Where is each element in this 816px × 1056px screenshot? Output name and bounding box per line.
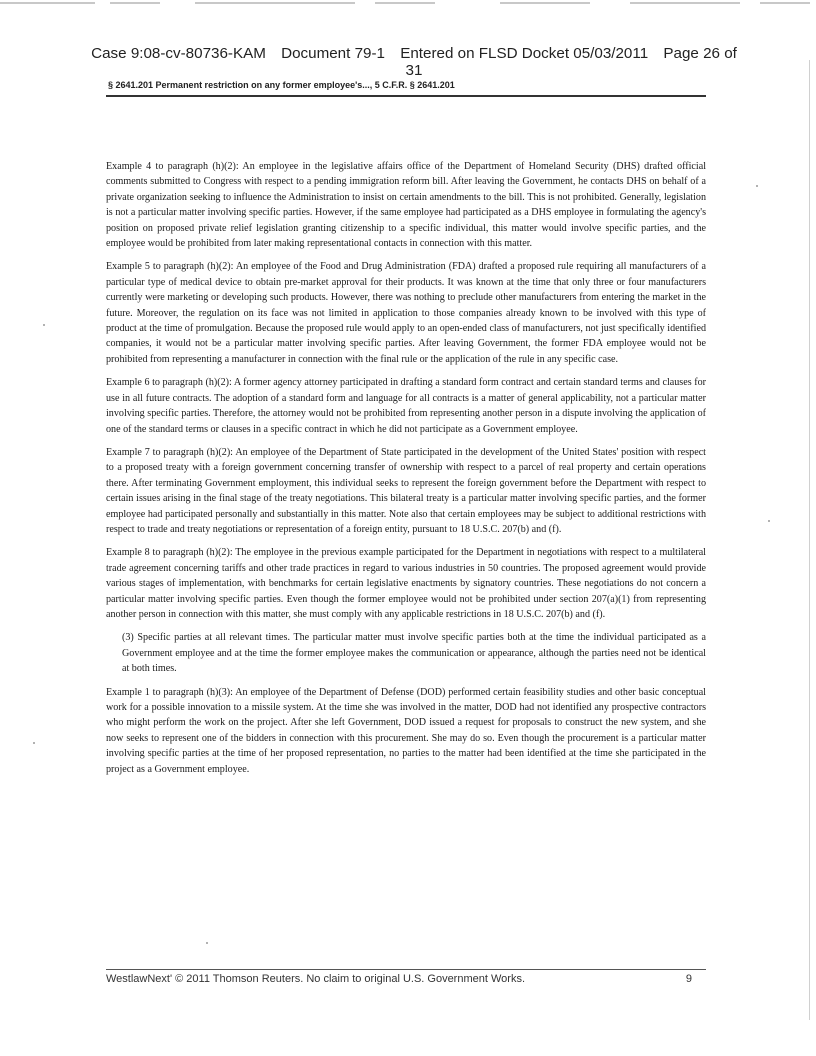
scan-speck	[768, 520, 770, 522]
paragraph-example-7: Example 7 to paragraph (h)(2): An employee of the Department of State participated in the development of the United States' position with respect to a proposed treaty with a foreign government concerning transfer of ownership with respect to a parcel of real property and certain operations there. After terminating Government employment, this individual seeks to represent the foreign government before the Department with respect to certain issues arising in the final stage of the treaty negotiations. This bilateral treaty is a particular matter involving specific parties, and the former employee had participated personally and substantially in this matter. Note also that certain employees may be subject to additional restrictions with respect to trade and treaty negotiations or representation of a foreign entity, pursuant to 18 U.S.C. 207(b) and (f).	[106, 446, 706, 535]
footer-rule	[106, 969, 706, 970]
case-number: Case 9:08-cv-80736-KAM	[91, 45, 266, 62]
docket-header	[84, 45, 744, 79]
header-rule	[106, 95, 706, 97]
document-number: Document 79-1	[281, 45, 385, 62]
scan-speck	[33, 742, 35, 744]
paragraph-specific-parties: (3) Specific parties at all relevant times. The particular matter must involve specific parties both at the time the individual participated as a Government employee and at the time the former employee makes the communication or appearance, although the parties need not be identical at both times.	[122, 632, 706, 675]
page-number: 9	[685, 973, 692, 985]
copyright-notice: WestlawNext' © 2011 Thomson Reuters. No claim to original U.S. Government Works.	[106, 973, 525, 985]
paragraph-example-4: Example 4 to paragraph (h)(2): An employee in the legislative affairs office of the Department of Homeland Security (DHS) drafted official comments submitted to Congress with respect to a pending immigration reform bill. After leaving the Government, he contacts DHS on behalf of a private organization seeking to influence the Administration to insist on certain amendments to the bill. This is not prohibited. Generally, legislation is not a particular matter involving specific parties. However, if the same employee had participated as a DHS employee in formulating the agency's position on proposed private relief legislation granting citizenship to a specific individual, this matter would involve specific parties, and the employee would be prohibited from later making representational contacts in connection with this matter.	[106, 161, 706, 250]
paragraph-example-h3-1: Example 1 to paragraph (h)(3): An employee of the Department of Defense (DOD) performed certain feasibility studies and other basic conceptual work for a possible innovation to a missile system. At the time she was involved in the matter, DOD had not identified any prospective contractors who might perform the work on the project. After she left Government, DOD issued a request for proposals to construct the new system, and she now seeks to represent one of the bidders in connection with this procurement. She may do so. Even though the procurement is a particular matter involving specific parties at the time of her proposed representation, no parties to the matter had been identified at the time she participated in the project as a Government employee.	[106, 686, 706, 775]
paragraph-example-6: Example 6 to paragraph (h)(2): A former agency attorney participated in drafting a standard form contract and certain standard terms and clauses for use in all future contracts. The adoption of a standard form and language for all contracts is a matter of general applicability, not a particular matter involving specific parties. Therefore, the attorney would not be prohibited from representing another person in a dispute involving the application of one of the standard terms or clauses in a specific contract in which he did not participate as a Government employee.	[106, 377, 706, 435]
document-body	[106, 159, 706, 785]
scan-speck	[756, 185, 758, 187]
scan-speck	[206, 942, 208, 944]
scan-edge-line	[809, 60, 810, 1020]
paragraph-example-8: Example 8 to paragraph (h)(2): The employee in the previous example participated for the Department in negotiations with respect to a multilateral trade agreement concerning tariffs and other trade practices in regard to various industries in 50 countries. The proposed agreement would provide various stages of implementation, with benchmarks for certain legislative enactments by signatory countries. These negotiations do not concern a particular matter involving specific parties. Even though the former employee would not be prohibited under section 207(a)(1) from representing another person in connection with this matter, she must comply with any applicable restrictions in 18 U.S.C. 207(b) and (f).	[106, 547, 706, 620]
page-footer	[106, 973, 692, 985]
scan-artifact-top	[0, 0, 816, 8]
running-head: § 2641.201 Permanent restriction on any former employee's..., 5 C.F.R. § 2641.201	[108, 80, 455, 90]
page-indicator: Page 26 of	[663, 45, 737, 62]
scan-speck	[43, 324, 45, 326]
entered-date: Entered on FLSD Docket 05/03/2011	[400, 45, 649, 62]
paragraph-example-5: Example 5 to paragraph (h)(2): An employee of the Food and Drug Administration (FDA) drafted a proposed rule requiring all manufacturers of a particular type of medical device to obtain pre-market approval for their products. It was known at the time that only three or four manufacturers currently were marketing or developing such products. However, there was nothing to preclude other manufacturers from entering the market in the future. Moreover, the regulation on its face was not limited in application to those companies already known to be involved with this type of product at the time of promulgation. Because the proposed rule would apply to an open-ended class of manufacturers, not just specifically identified companies, it would not be a particular matter involving specific parties. After leaving Government, the former FDA employee would not be prohibited from representing a manufacturer in connection with the final rule or the application of the rule in any specific case.	[106, 261, 706, 365]
page-total: 31	[405, 62, 423, 79]
